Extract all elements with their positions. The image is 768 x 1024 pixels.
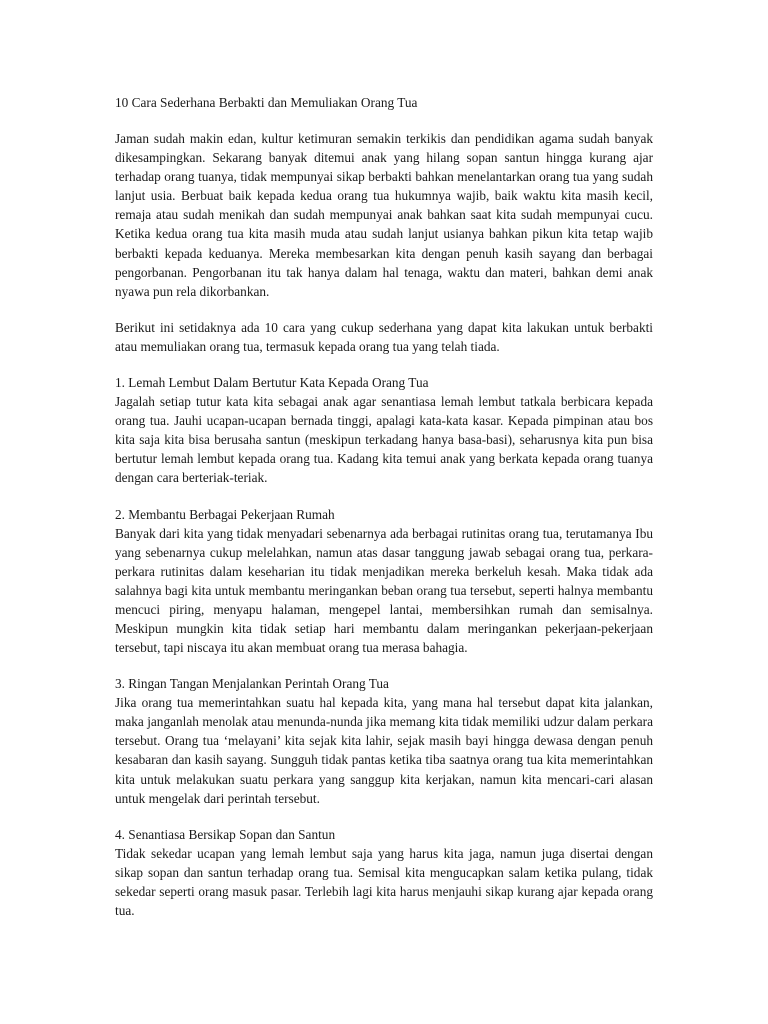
lead-paragraph: Berikut ini setidaknya ada 10 cara yang cukup sederhana yang dapat kita lakukan untuk berbakti atau memuliakan orang tua, termasuk kepada orang tua yang telah tiada. [115,319,653,354]
section-3 [115,674,653,808]
section-heading: 4. Senantiasa Bersikap Sopan dan Santun [115,826,336,842]
section-body: Jika orang tua memerintahkan suatu hal kepada kita, yang mana hal tersebut dapat kita jalankan, maka janganlah menolak atau menunda-nunda jika memang kita tidak memiliki udzur dalam perkara tersebut. Orang tua ‘melayani’ kita sejak kita lahir, sejak masih bayi hingga dewasa dengan penuh kesabaran dan kasih sayang. Sungguh tidak pantas ketika tiba saatnya orang tua kita memerintahkan kita untuk melakukan suatu perkara yang sanggup kita kerjakan, namun kita mencari-cari alasan untuk mengelak dari perintah tersebut. [115,695,653,806]
section-heading: 1. Lemah Lembut Dalam Bertutur Kata Kepada Orang Tua [115,375,429,391]
section-1 [115,373,653,487]
intro-paragraph: Jaman sudah makin edan, kultur ketimuran semakin terkikis dan pendidikan agama sudah banyak dikesampingkan. Sekarang banyak ditemui anak yang hilang sopan santun hingga kurang ajar terhadap orang tuanya, tidak mempunyai sikap berbakti bahkan menelantarkan orang tua yang sudah lanjut usia. Berbuat baik kepada kedua orang tua hukumnya wajib, baik waktu kita masih kecil, remaja atau sudah menikah dan sudah mempunyai anak bahkan saat kita sudah mempunyai cucu. Ketika kedua orang tua kita masih muda atau sudah lanjut usianya bahkan pikun kita tetap wajib berbakti kepada keduanya. Mereka membesarkan kita dengan penuh kasih sayang dan berbagai pengorbanan. Pengorbanan itu tak hanya dalam hal tenaga, waktu dan materi, bahkan demi anak nyawa pun rela dikorbankan. [115,131,653,299]
document-page [115,93,653,937]
section-4 [115,825,653,920]
section-body: Banyak dari kita yang tidak menyadari sebenarnya ada berbagai rutinitas orang tua, terutamanya Ibu yang sebenarnya cukup melelahkan, namun atas dasar tanggung jawab sebagai orang tua, perkara-perkara rutinitas dalam keseharian itu tidak menjadikan mereka berkeluh kesah. Maka tidak ada salahnya bagi kita untuk membantu meringankan beban orang tua tersebut, seperti halnya membantu mencuci piring, menyapu halaman, mengepel lantai, membersihkan rumah dan semisalnya. Meskipun mungkin kita tidak setiap hari membantu dalam meringankan pekerjaan-pekerjaan tersebut, tapi niscaya itu akan membuat orang tua merasa bahagia. [115,525,653,656]
section-heading: 3. Ringan Tangan Menjalankan Perintah Orang Tua [115,676,389,692]
section-heading: 2. Membantu Berbagai Pekerjaan Rumah [115,506,335,522]
section-body: Tidak sekedar ucapan yang lemah lembut saja yang harus kita jaga, namun juga disertai dengan sikap sopan dan santun terhadap orang tua. Semisal kita mengucapkan salam ketika pulang, tidak sekedar seperti orang masuk pasar. Terlebih lagi kita harus menjauhi sikap kurang ajar kepada orang tua. [115,845,653,918]
document-title: 10 Cara Sederhana Berbakti dan Memuliakan Orang Tua [115,95,418,110]
section-2 [115,505,653,658]
section-body: Jagalah setiap tutur kata kita sebagai anak agar senantiasa lemah lembut tatkala berbicara kepada orang tua. Jauhi ucapan-ucapan bernada tinggi, apalagi kata-kata kasar. Kepada pimpinan atau bos kita saja kita bisa berusaha santun (meskipun terkadang hanya basa-basi), seharusnya kita pun bisa bertutur lemah lembut kepada orang tua. Kadang kita temui anak yang berkata kepada orang tuanya dengan cara berteriak-teriak. [115,394,653,486]
